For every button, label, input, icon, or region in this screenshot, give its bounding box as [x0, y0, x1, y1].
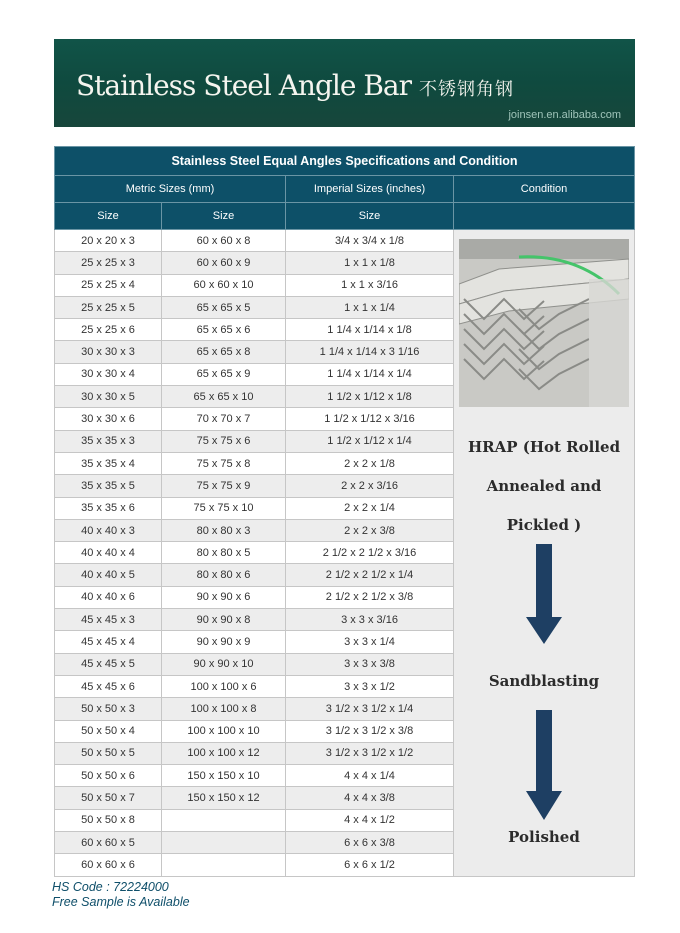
cell-metric1: 50 x 50 x 3 [55, 698, 162, 720]
condition-step-2: Sandblasting [488, 672, 600, 690]
cell-metric2: 75 x 75 x 8 [162, 452, 286, 474]
arrow-down-icon [526, 544, 562, 644]
title-banner [54, 39, 635, 127]
cell-metric2: 80 x 80 x 6 [162, 564, 286, 586]
cell-metric1: 25 x 25 x 5 [55, 296, 162, 318]
cell-metric1: 30 x 30 x 6 [55, 408, 162, 430]
cell-metric1: 45 x 45 x 5 [55, 653, 162, 675]
cell-metric2: 65 x 65 x 5 [162, 296, 286, 318]
cell-metric2: 90 x 90 x 6 [162, 586, 286, 608]
cell-metric2: 75 x 75 x 6 [162, 430, 286, 452]
cell-metric2: 70 x 70 x 7 [162, 408, 286, 430]
cell-metric2: 80 x 80 x 3 [162, 519, 286, 541]
cell-metric2: 60 x 60 x 8 [162, 230, 286, 252]
cell-metric1: 35 x 35 x 3 [55, 430, 162, 452]
metric-header: Metric Sizes (mm) [55, 176, 286, 203]
page-title-en: Stainless Steel Angle Bar [76, 69, 411, 102]
cell-imperial: 1 1/2 x 1/12 x 3/16 [286, 408, 454, 430]
cell-metric1: 25 x 25 x 3 [55, 252, 162, 274]
cell-imperial: 3 1/2 x 3 1/2 x 3/8 [286, 720, 454, 742]
imperial-header: Imperial Sizes (inches) [286, 176, 454, 203]
spec-table [54, 146, 635, 877]
cell-metric1: 35 x 35 x 5 [55, 475, 162, 497]
cell-imperial: 1 x 1 x 3/16 [286, 274, 454, 296]
cell-imperial: 4 x 4 x 1/2 [286, 809, 454, 831]
cell-metric1: 45 x 45 x 3 [55, 609, 162, 631]
cell-metric2: 150 x 150 x 10 [162, 765, 286, 787]
cell-imperial: 3 1/2 x 3 1/2 x 1/2 [286, 742, 454, 764]
cell-metric2: 60 x 60 x 10 [162, 274, 286, 296]
cell-metric2: 90 x 90 x 8 [162, 609, 286, 631]
cell-metric1: 35 x 35 x 6 [55, 497, 162, 519]
cell-metric1: 60 x 60 x 6 [55, 854, 162, 876]
cell-imperial: 3/4 x 3/4 x 1/8 [286, 230, 454, 252]
condition-step-1-line-2: Annealed and [486, 477, 602, 495]
cell-metric2: 65 x 65 x 10 [162, 386, 286, 408]
cell-imperial: 2 x 2 x 1/4 [286, 497, 454, 519]
cell-imperial: 1 x 1 x 1/4 [286, 296, 454, 318]
cell-imperial: 1 x 1 x 1/8 [286, 252, 454, 274]
arrow-down-icon [526, 710, 562, 820]
cell-metric2: 150 x 150 x 12 [162, 787, 286, 809]
cell-imperial: 3 x 3 x 3/16 [286, 609, 454, 631]
cell-metric1: 50 x 50 x 6 [55, 765, 162, 787]
cell-metric2: 75 x 75 x 10 [162, 497, 286, 519]
cell-imperial: 2 1/2 x 2 1/2 x 1/4 [286, 564, 454, 586]
cell-metric1: 25 x 25 x 6 [55, 319, 162, 341]
condition-subheader [454, 203, 635, 230]
cell-imperial: 3 1/2 x 3 1/2 x 1/4 [286, 698, 454, 720]
watermark: joinsen.en.alibaba.com [508, 109, 621, 121]
cell-metric2: 100 x 100 x 6 [162, 675, 286, 697]
metric-size-header-2: Size [162, 203, 286, 230]
cell-metric1: 45 x 45 x 4 [55, 631, 162, 653]
cell-metric1: 40 x 40 x 4 [55, 542, 162, 564]
cell-imperial: 3 x 3 x 1/4 [286, 631, 454, 653]
cell-metric1: 40 x 40 x 6 [55, 586, 162, 608]
cell-metric2 [162, 809, 286, 831]
cell-metric1: 30 x 30 x 4 [55, 363, 162, 385]
condition-panel [454, 230, 634, 876]
cell-imperial: 3 x 3 x 1/2 [286, 675, 454, 697]
cell-metric2: 65 x 65 x 8 [162, 341, 286, 363]
cell-metric1: 30 x 30 x 5 [55, 386, 162, 408]
cell-metric1: 25 x 25 x 4 [55, 274, 162, 296]
cell-metric2: 65 x 65 x 9 [162, 363, 286, 385]
page-title [76, 69, 514, 102]
cell-imperial: 6 x 6 x 3/8 [286, 832, 454, 854]
cell-imperial: 1 1/2 x 1/12 x 1/4 [286, 430, 454, 452]
cell-metric2: 90 x 90 x 9 [162, 631, 286, 653]
cell-metric2: 75 x 75 x 9 [162, 475, 286, 497]
cell-imperial: 2 x 2 x 3/16 [286, 475, 454, 497]
free-sample-note: Free Sample is Available [52, 895, 190, 909]
cell-metric1: 30 x 30 x 3 [55, 341, 162, 363]
cell-imperial: 2 x 2 x 1/8 [286, 452, 454, 474]
cell-metric2: 90 x 90 x 10 [162, 653, 286, 675]
cell-imperial: 2 1/2 x 2 1/2 x 3/8 [286, 586, 454, 608]
condition-step-1-line-3: Pickled ) [506, 516, 582, 534]
cell-metric1: 50 x 50 x 7 [55, 787, 162, 809]
page-title-cn: 不锈钢角钢 [418, 79, 514, 100]
cell-metric2: 65 x 65 x 6 [162, 319, 286, 341]
footer [52, 880, 190, 910]
cell-metric2: 100 x 100 x 10 [162, 720, 286, 742]
table-title: Stainless Steel Equal Angles Specifications and Condition [55, 147, 635, 176]
cell-metric2: 60 x 60 x 9 [162, 252, 286, 274]
cell-metric2: 100 x 100 x 8 [162, 698, 286, 720]
cell-metric1: 60 x 60 x 5 [55, 832, 162, 854]
cell-imperial: 3 x 3 x 3/8 [286, 653, 454, 675]
cell-metric1: 20 x 20 x 3 [55, 230, 162, 252]
cell-metric1: 50 x 50 x 8 [55, 809, 162, 831]
cell-metric1: 35 x 35 x 4 [55, 452, 162, 474]
condition-cell [454, 230, 635, 877]
cell-imperial: 4 x 4 x 1/4 [286, 765, 454, 787]
condition-step-1-line-1: HRAP (Hot Rolled [467, 438, 621, 456]
imperial-size-header: Size [286, 203, 454, 230]
cell-imperial: 1 1/4 x 1/14 x 1/4 [286, 363, 454, 385]
condition-step-3: Polished [508, 828, 580, 846]
angle-bar-bundle-photo-icon [459, 239, 629, 407]
cell-metric1: 45 x 45 x 6 [55, 675, 162, 697]
cell-imperial: 2 x 2 x 3/8 [286, 519, 454, 541]
metric-size-header-1: Size [55, 203, 162, 230]
cell-metric1: 40 x 40 x 5 [55, 564, 162, 586]
cell-imperial: 1 1/4 x 1/14 x 1/8 [286, 319, 454, 341]
table-body [55, 230, 635, 877]
cell-imperial: 4 x 4 x 3/8 [286, 787, 454, 809]
cell-metric2 [162, 832, 286, 854]
cell-metric2: 100 x 100 x 12 [162, 742, 286, 764]
cell-metric2: 80 x 80 x 5 [162, 542, 286, 564]
cell-metric1: 50 x 50 x 4 [55, 720, 162, 742]
cell-imperial: 6 x 6 x 1/2 [286, 854, 454, 876]
cell-imperial: 1 1/4 x 1/14 x 3 1/16 [286, 341, 454, 363]
cell-metric1: 40 x 40 x 3 [55, 519, 162, 541]
cell-metric2 [162, 854, 286, 876]
hs-code: HS Code : 72224000 [52, 880, 169, 894]
cell-imperial: 1 1/2 x 1/12 x 1/8 [286, 386, 454, 408]
cell-metric1: 50 x 50 x 5 [55, 742, 162, 764]
condition-header: Condition [454, 176, 635, 203]
table-row [55, 230, 635, 252]
cell-imperial: 2 1/2 x 2 1/2 x 3/16 [286, 542, 454, 564]
